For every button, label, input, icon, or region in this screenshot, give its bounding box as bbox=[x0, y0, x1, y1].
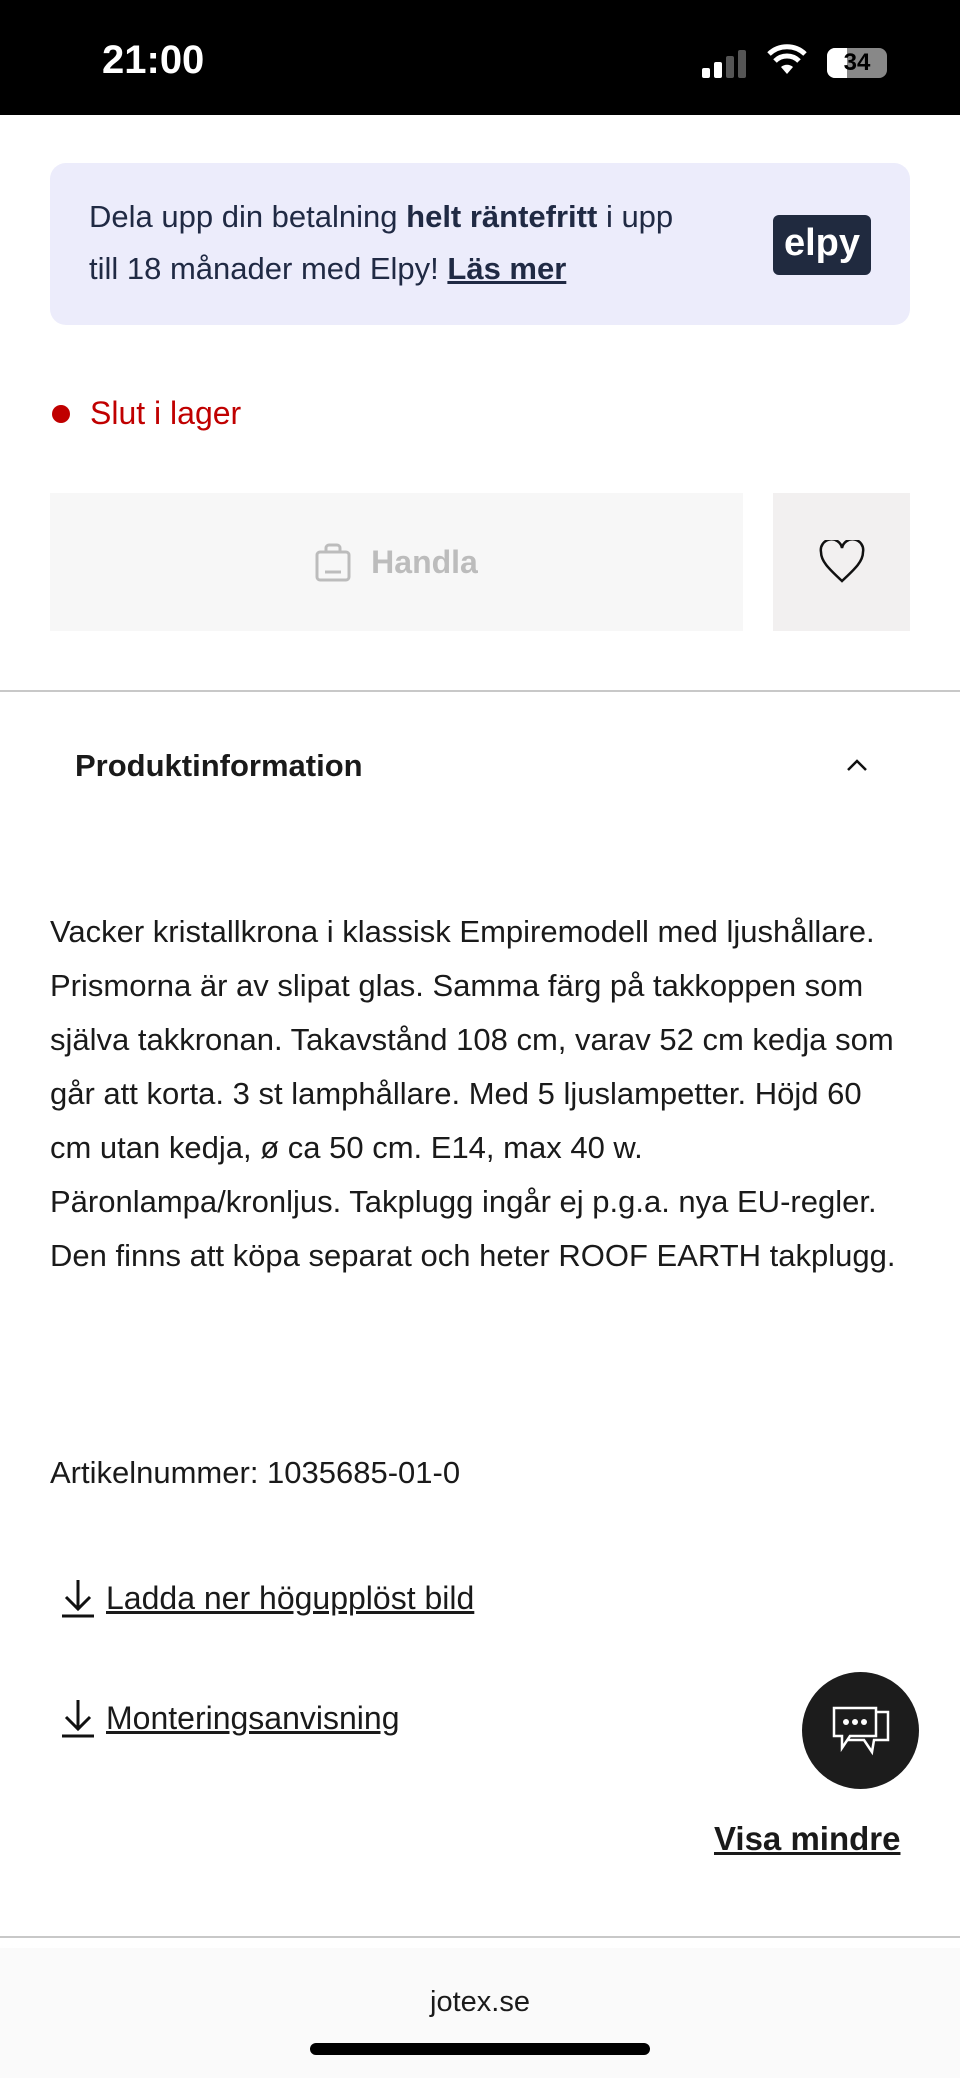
heart-icon bbox=[818, 540, 866, 584]
status-bar bbox=[0, 0, 960, 115]
download-image-label: Ladda ner högupplöst bild bbox=[106, 1579, 475, 1616]
banner-text bbox=[89, 191, 709, 295]
chat-icon bbox=[830, 1706, 892, 1756]
article-number: Artikelnummer: 1035685-01-0 bbox=[50, 1455, 461, 1490]
product-description: Vacker kristallkrona i klassisk Empiremodell med ljushållare. Prismorna är av slipat glas. Samma färg på takkoppen som själva takkronan. Takavstånd 108 cm, varav 52 cm kedja som går att korta. 3 st lamphållare. Med 5 ljuslampetter. Höjd 60 cm utan kedja, ø ca 50 cm. E14, max 40 w. Päronlampa/kronljus. Takplugg ingår ej p.g.a. nya EU-regler. Den finns att köpa separat och heter ROOF EARTH takplugg. bbox=[50, 914, 896, 1273]
status-time: 21:00 bbox=[102, 38, 205, 82]
banner-text-1: Dela upp din betalning bbox=[89, 199, 407, 234]
read-more-link[interactable]: Läs mer bbox=[447, 251, 567, 286]
home-indicator bbox=[310, 2043, 650, 2055]
battery-icon bbox=[827, 48, 887, 78]
status-dot-icon bbox=[52, 405, 70, 423]
divider bbox=[0, 1936, 960, 1938]
accordion-title[interactable]: Produktinformation bbox=[75, 748, 363, 783]
buy-button-label: Handla bbox=[371, 543, 478, 580]
signal-icon bbox=[702, 50, 746, 78]
elpy-logo: elpy bbox=[773, 215, 871, 275]
chat-button[interactable] bbox=[802, 1672, 919, 1789]
url-label[interactable]: jotex.se bbox=[430, 1986, 530, 2018]
banner-bold: helt räntefritt bbox=[406, 199, 598, 234]
stock-status-label: Slut i lager bbox=[90, 395, 242, 431]
download-icon bbox=[60, 1578, 96, 1618]
buy-button[interactable] bbox=[50, 493, 743, 631]
download-icon bbox=[60, 1698, 96, 1738]
assembly-link[interactable] bbox=[60, 1698, 400, 1738]
show-less-link[interactable]: Visa mindre bbox=[714, 1820, 901, 1857]
wifi-icon bbox=[766, 44, 808, 76]
download-image-link[interactable] bbox=[60, 1578, 474, 1618]
favorite-button[interactable] bbox=[773, 493, 910, 631]
banner-text-2: i upp till 18 månader med Elpy! bbox=[89, 199, 674, 286]
shopping-bag-icon bbox=[315, 542, 351, 582]
elpy-banner bbox=[50, 163, 910, 325]
divider bbox=[0, 690, 960, 692]
stock-status bbox=[52, 395, 241, 432]
assembly-label: Monteringsanvisning bbox=[106, 1699, 400, 1736]
chevron-up-icon[interactable] bbox=[846, 758, 868, 772]
battery-level: 34 bbox=[843, 49, 871, 76]
browser-footer bbox=[0, 1948, 960, 2078]
